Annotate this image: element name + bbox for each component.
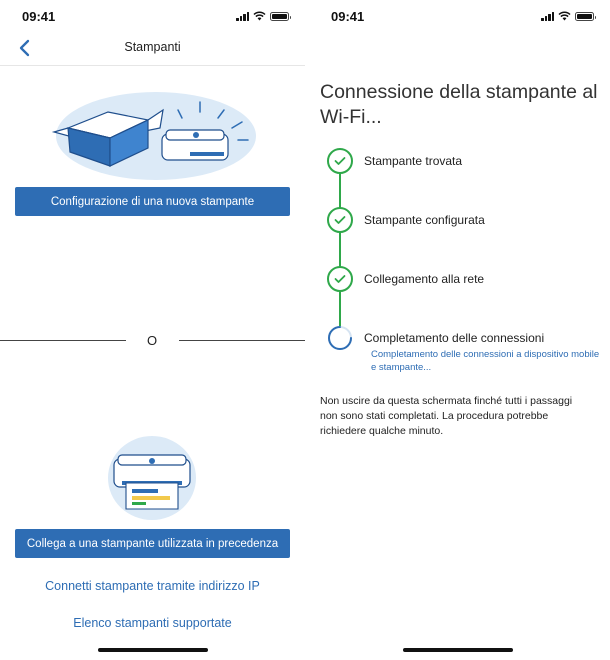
or-divider-right bbox=[179, 340, 305, 341]
step-detail: Completamento delle connessioni a dispositivo mobile e stampante... bbox=[371, 349, 600, 373]
signal-icon bbox=[236, 12, 249, 21]
connect-previous-printer-button[interactable]: Collega a una stampante utilizzata in precedenza bbox=[15, 529, 290, 558]
wifi-icon bbox=[253, 11, 266, 21]
page-title: Stampanti bbox=[124, 40, 181, 54]
home-indicator[interactable] bbox=[403, 648, 513, 652]
check-icon bbox=[327, 148, 353, 174]
step-label: Collegamento alla rete bbox=[364, 272, 485, 286]
status-time: 09:41 bbox=[22, 9, 56, 24]
wifi-connection-screen bbox=[305, 0, 610, 660]
status-icons bbox=[236, 11, 289, 21]
supported-printers-link[interactable]: Elenco stampanti supportate bbox=[73, 616, 232, 630]
battery-icon bbox=[575, 12, 594, 21]
or-label: O bbox=[146, 333, 158, 348]
previous-printer-illustration bbox=[104, 435, 200, 521]
step-label: Stampante trovata bbox=[364, 154, 463, 168]
wait-notice: Non uscire da questa schermata finché tutti i passaggi non sono stati completati. La procedura potrebbe richiedere qualche minuto. bbox=[320, 395, 573, 437]
connection-title: Connessione della stampante al Wi-Fi... bbox=[320, 81, 598, 128]
wifi-icon bbox=[558, 11, 571, 21]
progress-line bbox=[339, 172, 341, 330]
status-time: 09:41 bbox=[331, 9, 365, 24]
signal-icon bbox=[541, 12, 554, 21]
status-icons bbox=[541, 11, 594, 21]
setup-new-printer-button[interactable]: Configurazione di una nuova stampante bbox=[15, 187, 290, 216]
or-divider-left bbox=[0, 340, 126, 341]
step-completing-connections: Completamento delle connessioni bbox=[364, 331, 545, 345]
new-printer-illustration bbox=[48, 88, 258, 180]
connect-by-ip-link[interactable]: Connetti stampante tramite indirizzo IP bbox=[45, 579, 260, 593]
check-icon bbox=[327, 266, 353, 292]
nav-bar bbox=[0, 30, 305, 66]
home-indicator[interactable] bbox=[98, 648, 208, 652]
battery-icon bbox=[270, 12, 289, 21]
check-icon bbox=[327, 207, 353, 233]
spinner-icon bbox=[327, 325, 353, 351]
step-label: Stampante configurata bbox=[364, 213, 485, 227]
